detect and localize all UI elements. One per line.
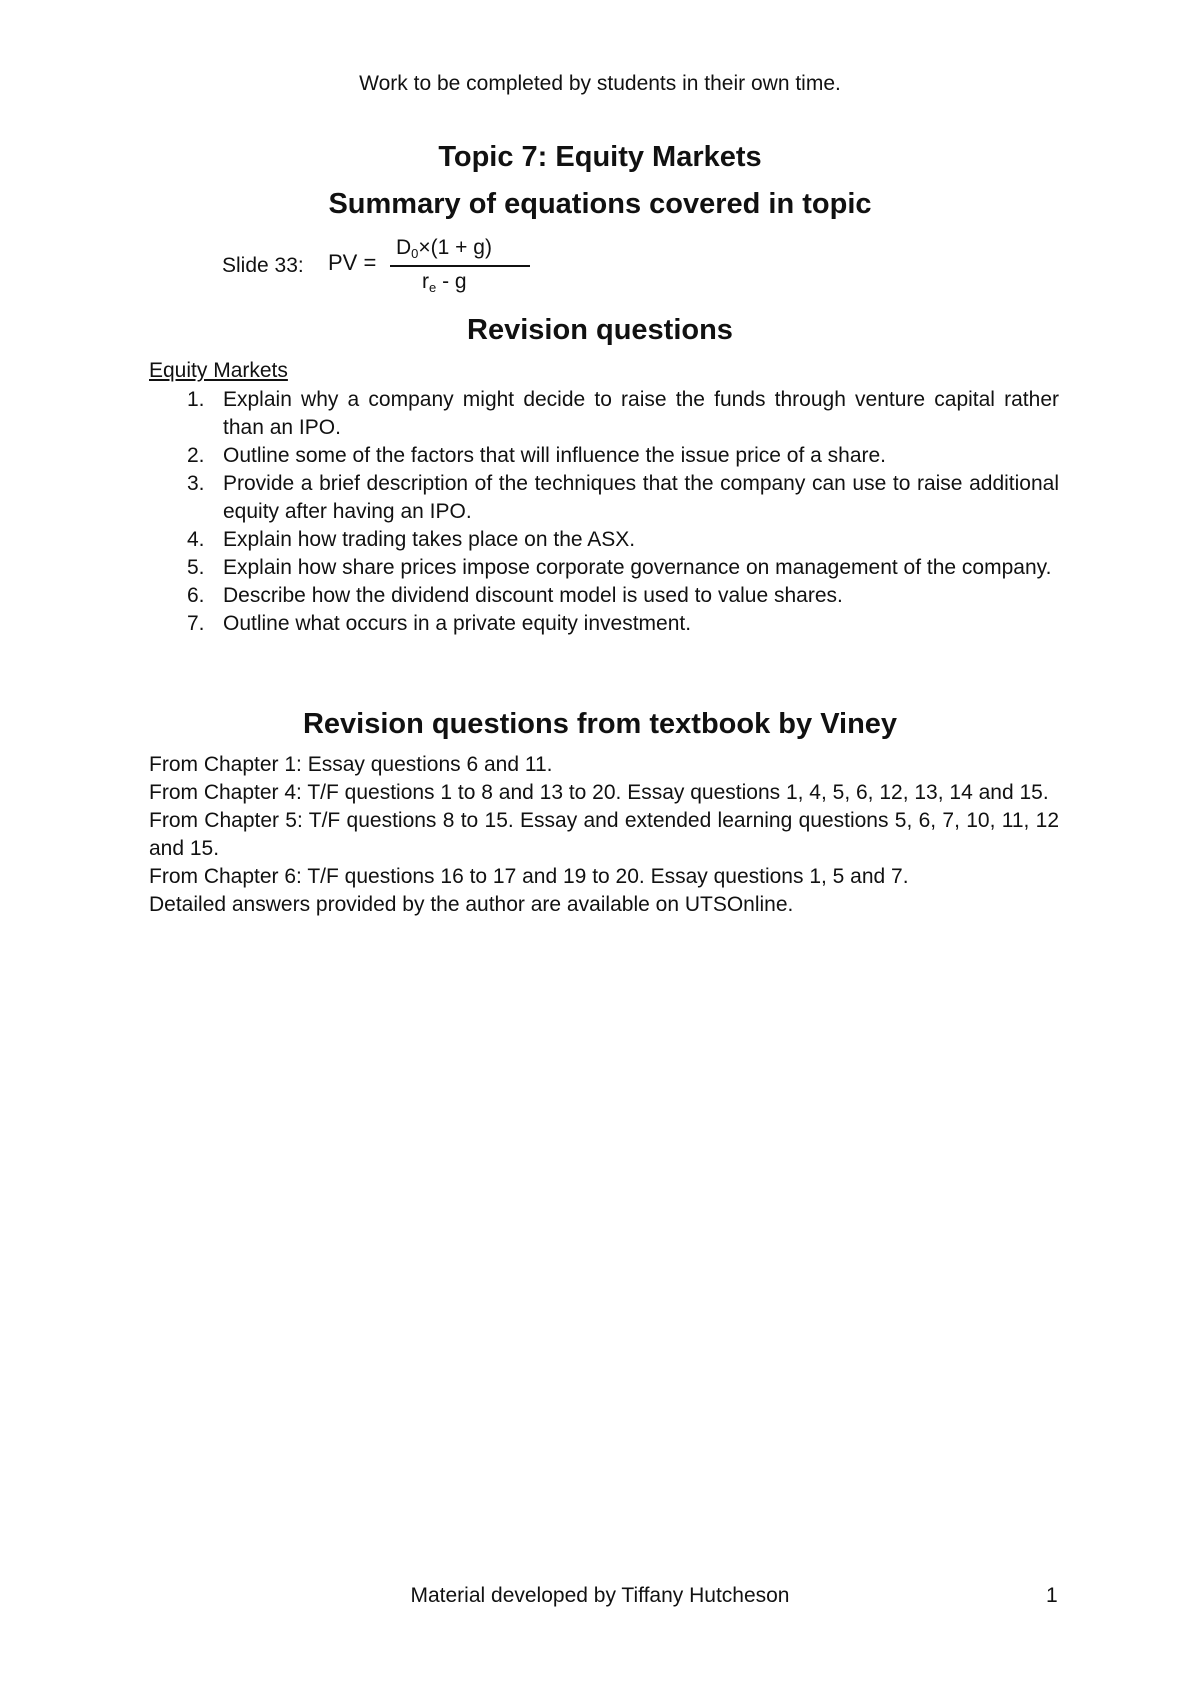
revision-question-list xyxy=(149,386,1059,638)
textbook-line: From Chapter 6: T/F questions 16 to 17 and 19 to 20. Essay questions 1, 5 and 7. xyxy=(149,865,909,888)
section-label-equity-markets: Equity Markets xyxy=(149,359,288,382)
equation-numerator: $D_0\times(1 + g)$ xyxy=(396,236,492,261)
question-number: 7. xyxy=(187,612,205,635)
textbook-line: From Chapter 5: T/F questions 8 to 15. Essay and extended learning questions 5, 6, 7, 10, 11, 12 and 15. xyxy=(149,809,1059,860)
question-text: Provide a brief description of the techniques that the company can use to raise additional equity after having an IPO. xyxy=(223,472,1059,523)
header-note: Work to be completed by students in their own time. xyxy=(359,72,841,95)
list-item xyxy=(149,526,1059,554)
question-number: 1. xyxy=(187,388,205,411)
question-number: 5. xyxy=(187,556,205,579)
fraction-bar xyxy=(390,265,530,267)
footer-credit: Material developed by Tiffany Hutcheson xyxy=(410,1584,790,1607)
question-text: Outline what occurs in a private equity investment. xyxy=(223,612,692,635)
topic-title: Topic 7: Equity Markets xyxy=(438,141,762,173)
list-item xyxy=(149,554,1059,582)
question-text: Explain how share prices impose corporate governance on management of the company. xyxy=(223,556,1052,579)
question-text: Describe how the dividend discount model is used to value shares. xyxy=(223,584,843,607)
list-item xyxy=(149,386,1059,442)
equation-lhs: PV = xyxy=(328,250,377,275)
question-text: Explain how trading takes place on the ASX. xyxy=(223,528,636,551)
equation-fraction xyxy=(390,236,530,296)
question-text: Outline some of the factors that will influence the issue price of a share. xyxy=(223,444,887,467)
list-item xyxy=(149,470,1059,526)
textbook-line: From Chapter 4: T/F questions 1 to 8 and 13 to 20. Essay questions 1, 4, 5, 6, 12, 13, 14 and 15. xyxy=(149,781,1049,804)
list-item xyxy=(149,610,1059,638)
question-number: 4. xyxy=(187,528,205,551)
question-text: Explain why a company might decide to raise the funds through venture capital rather than an IPO. xyxy=(223,388,1059,439)
equation-label: Slide 33: xyxy=(222,254,304,277)
textbook-line: From Chapter 1: Essay questions 6 and 11. xyxy=(149,753,553,776)
question-number: 3. xyxy=(187,472,205,495)
revision-questions-title: Revision questions xyxy=(467,314,733,346)
textbook-question-list xyxy=(149,751,1059,919)
page-number: 1 xyxy=(1046,1584,1058,1607)
question-number: 6. xyxy=(187,584,205,607)
list-item xyxy=(149,442,1059,470)
textbook-questions-title: Revision questions from textbook by Viney xyxy=(302,708,898,740)
summary-title: Summary of equations covered in topic xyxy=(328,188,872,220)
question-number: 2. xyxy=(187,444,205,467)
equation-denominator: $r_e$ - g xyxy=(422,270,467,295)
textbook-line: Detailed answers provided by the author are available on UTSOnline. xyxy=(149,893,794,916)
list-item xyxy=(149,582,1059,610)
